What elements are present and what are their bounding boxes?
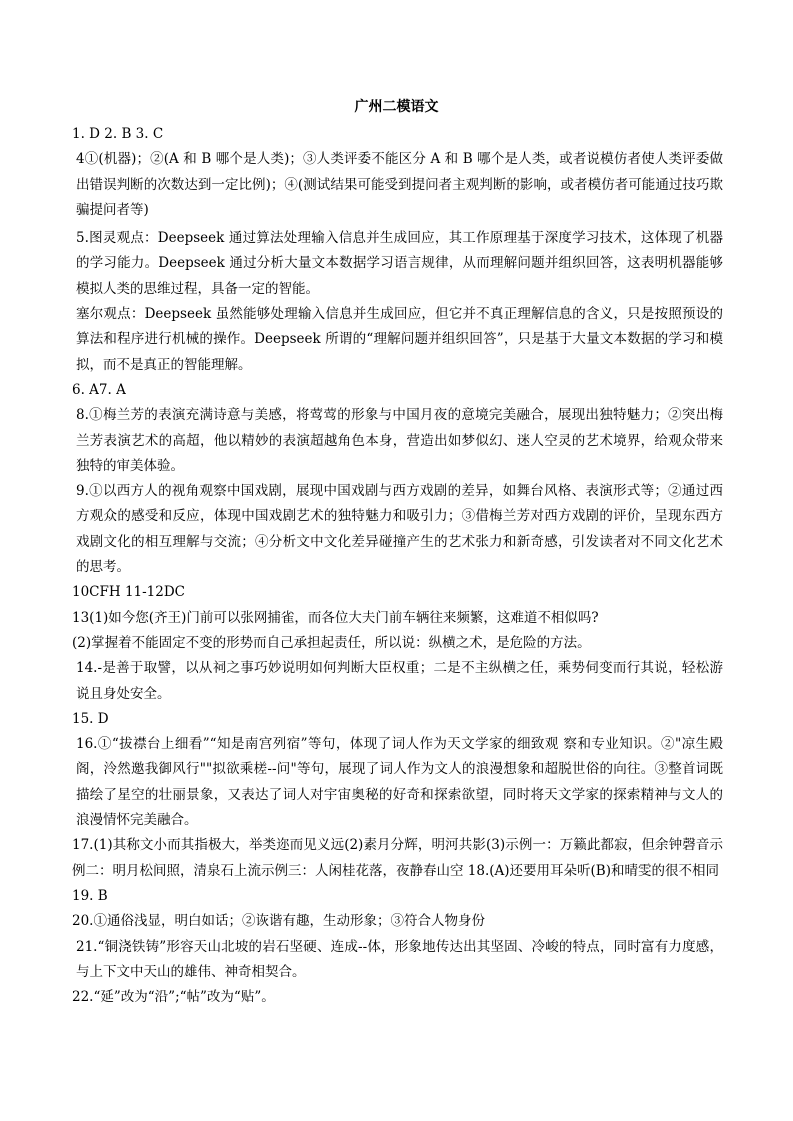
answer-15: 15. D [72,710,109,727]
answer-17-18: 17.(1)其称文小而其指极大，举类迩而见义远(2)素月分辉，明河共影(3)示例一：万籁此都寂，但余钟磬音示例二：明月松间照，清泉石上流示例三：人闲桂花落，夜静春山空 18.(A)还要用耳朵听(B)和晴雯的很不相同 [72,837,723,879]
answer-5-turing: 5.图灵观点：Deepseek 通过算法处理输入信息并生成回应，其工作原理基于深度学习技术，这体现了机器的学习能力。Deepseek 通过分析大量文本数据学习语言规律，从而理解问题并组织回答，这表明机器能够模拟人类的思维过程，具备一定的智能。 [76,230,723,297]
answer-9: 9.①以西方人的视角观察中国戏剧，展现中国戏剧与西方戏剧的差异，如舞台风格、表演形式等；②通过西方观众的感受和反应，体现中国戏剧艺术的独特魅力和吸引力；③借梅兰芳对西方戏剧的评价，呈现东西方戏剧文化的相互理解与交流；④分析文中文化差异碰撞产生的艺术张力和新奇感，引发读者对不同文化艺术的思考。 [76,483,723,576]
answer-10-12: 10CFH 11-12DC [72,584,186,601]
answer-22: 22.“延”改为“沿”;“帖”改为“贴”。 [72,989,275,1006]
answer-19: 19. B [72,887,108,904]
page-title: 广州二模语文 [354,99,439,115]
answer-6-7: 6. A7. A [72,381,126,398]
answer-list [72,122,723,1010]
answer-21: 21.“铜浇铁铸”形容天山北坡的岩石坚硬、连成--体，形象地传达出其坚固、冷峻的特点，同时富有力度感，与上下文中天山的雄伟、神奇相契合。 [76,938,723,980]
answer-5-searle: 塞尔观点：Deepseek 虽然能够处理输入信息并生成回应，但它并不真正理解信息的含义，只是按照预设的算法和程序进行机械的操作。Deepseek 所谓的“理解问题并组织回答”，只是基于大量文本数据的学习和模拟，而不是真正的智能理解。 [76,306,723,373]
answer-1-3: 1. D 2. B 3. C [72,126,164,142]
answer-4: 4①(机器)；②(A 和 B 哪个是人类)；③人类评委不能区分 A 和 B 哪个是人类，或者说模仿者使人类评委做出错误判断的次数达到一定比例)；④(测试结果可能受到提问者主观判断的影响，或者模仿者可能通过技巧欺骗提问者等) [76,151,723,218]
answer-13-2: (2)掌握着不能固定不变的形势而自己承担起责任，所以说：纵横之术，是危险的方法。 [72,634,591,651]
answer-20: 20.①通俗浅显，明白如话；②诙谐有趣，生动形象；③符合人物身份 [72,913,485,930]
answer-14: 14.-是善于取譬，以从祠之事巧妙说明如何判断大臣权重；二是不主纵横之任，乘势伺变而行其说，轻松游说且身处安全。 [76,660,723,702]
answer-8: 8.①梅兰芳的表演充满诗意与美感，将莺莺的形象与中国月夜的意境完美融合，展现出独特魅力；②突出梅兰芳表演艺术的高超，他以精妙的表演超越角色本身，营造出如梦似幻、迷人空灵的艺术境界，给观众带来独特的审美体验。 [76,407,723,474]
answer-16: 16.①“拔襟台上细看”“知是南宫列宿”等句，体现了词人作为天文学家的细致观 察和专业知识。②"凉生殿阁，泠然邀我御风行""拟欲乘槎--问"等句，展现了词人作为文人的浪漫想象和超脱世俗的向往。③整首词既描绘了星空的壮丽景象，又表达了词人对宇宙奥秘的好奇和探索欲望，同时将天文学家的探索精神与文人的浪漫情怀完美融合。 [76,736,723,829]
answer-13-1: 13(1)如今您(齐王)门前可以张网捕雀，而各位大夫门前车辆往来频繁，这难道不相似吗? [72,609,599,626]
